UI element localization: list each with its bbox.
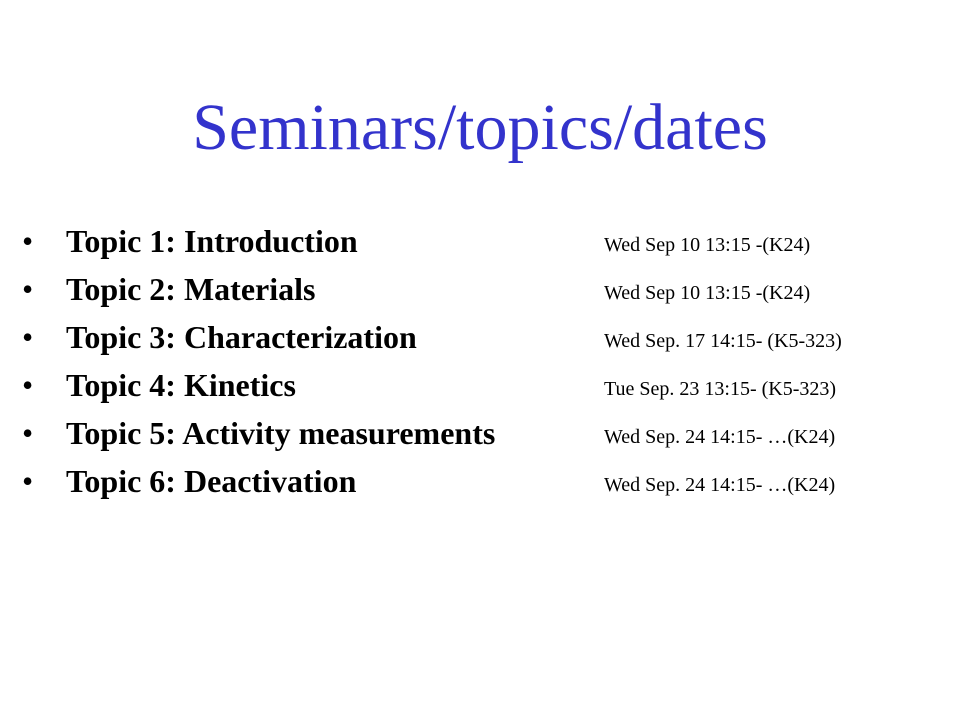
topic-date: Wed Sep. 24 14:15- …(K24) bbox=[604, 426, 836, 448]
bullet-icon: • bbox=[22, 463, 34, 499]
topic-label: Topic 1: Introduction bbox=[66, 223, 358, 259]
topic-date: Wed Sep. 17 14:15- (K5-323) bbox=[604, 330, 842, 352]
topic-label: Topic 4: Kinetics bbox=[66, 367, 296, 403]
topic-label: Topic 3: Characterization bbox=[66, 319, 417, 355]
topic-label: Topic 6: Deactivation bbox=[66, 463, 357, 499]
list-item bbox=[0, 361, 960, 409]
bullet-icon: • bbox=[22, 415, 34, 451]
list-item bbox=[0, 457, 960, 505]
topic-date: Wed Sep 10 13:15 -(K24) bbox=[604, 234, 811, 256]
topic-label: Topic 5: Activity measurements bbox=[66, 415, 496, 451]
list-item bbox=[0, 313, 960, 361]
bullet-icon: • bbox=[22, 319, 34, 355]
topic-list bbox=[0, 217, 960, 505]
bullet-icon: • bbox=[22, 271, 34, 307]
list-item bbox=[0, 217, 960, 265]
bullet-icon: • bbox=[22, 223, 34, 259]
topic-date: Tue Sep. 23 13:15- (K5-323) bbox=[604, 378, 837, 400]
list-item bbox=[0, 265, 960, 313]
bullet-icon: • bbox=[22, 367, 34, 403]
topic-label: Topic 2: Materials bbox=[66, 271, 316, 307]
list-item bbox=[0, 409, 960, 457]
slide-title: Seminars/topics/dates bbox=[192, 91, 768, 164]
topic-date: Wed Sep. 24 14:15- …(K24) bbox=[604, 474, 836, 496]
topic-date: Wed Sep 10 13:15 -(K24) bbox=[604, 282, 811, 304]
